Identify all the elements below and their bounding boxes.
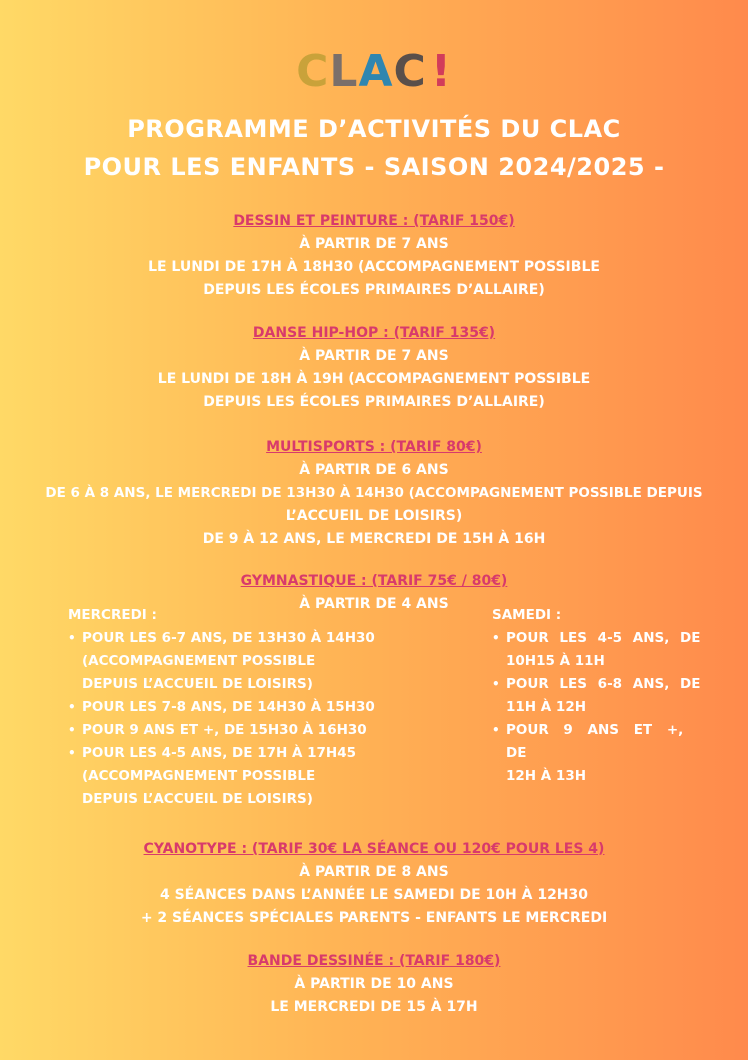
samedi-label: SAMEDI : [492, 607, 562, 623]
logo-exclamation: ! [430, 46, 452, 97]
section-danse [0, 322, 748, 414]
section-cyanotype [0, 838, 748, 930]
list-item: • POUR LES 4-5 ANS, DE 10H15 À 11H [492, 627, 702, 673]
section-multisports [0, 436, 748, 551]
gym-samedi [492, 604, 702, 788]
section-heading: DESSIN ET PEINTURE : (TARIF 150€) [233, 213, 515, 229]
section-line: À PARTIR DE 6 ANS [299, 462, 449, 478]
list-item: • POUR LES 6-7 ANS, DE 13H30 À 14H30 (ACCOMPAGNEMENT POSSIBLE DEPUIS L’ACCUEIL DE LOISIRS) [68, 627, 428, 696]
logo-letter-c2: C [393, 46, 427, 97]
logo-letter-a: A [358, 46, 394, 97]
page-title [0, 110, 748, 186]
section-line: LE MERCREDI DE 15 À 17H [270, 999, 478, 1015]
section-line: À PARTIR DE 7 ANS [299, 348, 449, 364]
mercredi-label: MERCREDI : [68, 607, 157, 623]
title-line-1: PROGRAMME D’ACTIVITÉS DU CLAC [127, 115, 621, 143]
section-line: À PARTIR DE 7 ANS [299, 236, 449, 252]
section-heading: GYMNASTIQUE : (TARIF 75€ / 80€) [240, 573, 508, 589]
clac-logo [0, 48, 748, 96]
section-heading: CYANOTYPE : (TARIF 30€ LA SÉANCE OU 120€ POUR LES 4) [143, 841, 605, 857]
section-line: 4 SÉANCES DANS L’ANNÉE LE SAMEDI DE 10H À 12H30 [159, 887, 589, 903]
section-line: DE 6 À 8 ANS, LE MERCREDI DE 13H30 À 14H30 (ACCOMPAGNEMENT POSSIBLE DEPUIS [45, 485, 703, 501]
section-heading: MULTISPORTS : (TARIF 80€) [266, 439, 482, 455]
list-item: • POUR 9 ANS ET +, DE 12H À 13H [492, 719, 702, 788]
section-heading: DANSE HIP-HOP : (TARIF 135€) [252, 325, 496, 341]
logo-letter-c: C [296, 46, 330, 97]
section-line: L’ACCUEIL DE LOISIRS) [285, 508, 463, 524]
gym-mercredi [68, 604, 428, 811]
section-line: À PARTIR DE 10 ANS [294, 976, 454, 992]
section-heading: BANDE DESSINÉE : (TARIF 180€) [247, 953, 501, 969]
section-dessin [0, 210, 748, 302]
list-item: • POUR LES 6-8 ANS, DE 11H À 12H [492, 673, 702, 719]
section-line: À PARTIR DE 4 ANS [299, 596, 449, 612]
logo-letter-l: L [329, 46, 359, 97]
title-line-2: POUR LES ENFANTS - SAISON 2024/2025 - [83, 153, 665, 181]
list-item: • POUR 9 ANS ET +, DE 15H30 À 16H30 [68, 719, 428, 742]
section-line: DEPUIS LES ÉCOLES PRIMAIRES D’ALLAIRE) [203, 282, 545, 298]
section-line: LE LUNDI DE 18H À 19H (ACCOMPAGNEMENT POSSIBLE [157, 371, 591, 387]
section-bd [0, 950, 748, 1019]
section-line: LE LUNDI DE 17H À 18H30 (ACCOMPAGNEMENT POSSIBLE [148, 259, 600, 275]
list-item: • POUR LES 7-8 ANS, DE 14H30 À 15H30 [68, 696, 428, 719]
section-line: DEPUIS LES ÉCOLES PRIMAIRES D’ALLAIRE) [203, 394, 545, 410]
section-line: + 2 SÉANCES SPÉCIALES PARENTS - ENFANTS LE MERCREDI [140, 910, 608, 926]
section-line: DE 9 À 12 ANS, LE MERCREDI DE 15H À 16H [202, 531, 546, 547]
list-item: • POUR LES 4-5 ANS, DE 17H À 17H45 (ACCOMPAGNEMENT POSSIBLE DEPUIS L’ACCUEIL DE LOISIRS) [68, 742, 428, 811]
section-line: À PARTIR DE 8 ANS [299, 864, 449, 880]
